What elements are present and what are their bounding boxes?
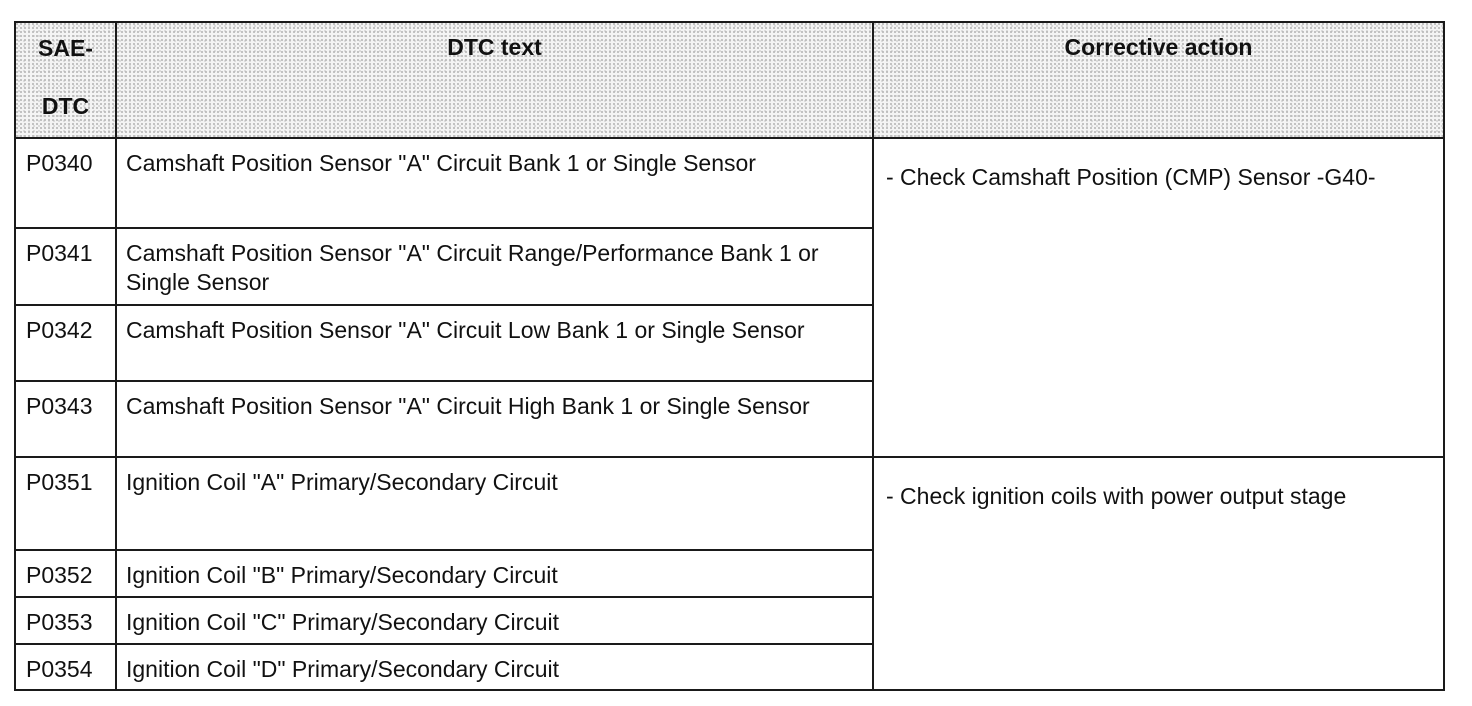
dtc-description: Ignition Coil "A" Primary/Secondary Circuit — [116, 457, 873, 550]
header-sae-dtc — [15, 22, 116, 138]
dtc-code: P0353 — [15, 597, 116, 644]
dtc-code: P0341 — [15, 228, 116, 305]
dtc-code: P0354 — [15, 644, 116, 690]
corrective-action: - Check Camshaft Position (CMP) Sensor -G40- — [873, 138, 1444, 457]
header-sae-line1: SAE- — [38, 35, 93, 61]
dtc-description: Camshaft Position Sensor "A" Circuit Low Bank 1 or Single Sensor — [116, 305, 873, 381]
dtc-code: P0342 — [15, 305, 116, 381]
dtc-description: Camshaft Position Sensor "A" Circuit Range/Performance Bank 1 or Single Sensor — [116, 228, 873, 305]
corrective-action: - Check ignition coils with power output stage — [873, 457, 1444, 690]
dtc-description: Ignition Coil "C" Primary/Secondary Circuit — [116, 597, 873, 644]
dtc-table — [14, 21, 1445, 691]
dtc-description: Camshaft Position Sensor "A" Circuit High Bank 1 or Single Sensor — [116, 381, 873, 457]
dtc-code: P0340 — [15, 138, 116, 228]
table-row — [15, 457, 1444, 550]
table-row — [15, 138, 1444, 228]
header-corrective-action: Corrective action — [873, 22, 1444, 138]
dtc-description: Camshaft Position Sensor "A" Circuit Bank 1 or Single Sensor — [116, 138, 873, 228]
dtc-description: Ignition Coil "D" Primary/Secondary Circuit — [116, 644, 873, 690]
header-dtc-text: DTC text — [116, 22, 873, 138]
dtc-code: P0352 — [15, 550, 116, 597]
table-header-row — [15, 22, 1444, 138]
dtc-code: P0343 — [15, 381, 116, 457]
dtc-code: P0351 — [15, 457, 116, 550]
header-sae-line2: DTC — [41, 93, 90, 119]
dtc-description: Ignition Coil "B" Primary/Secondary Circuit — [116, 550, 873, 597]
